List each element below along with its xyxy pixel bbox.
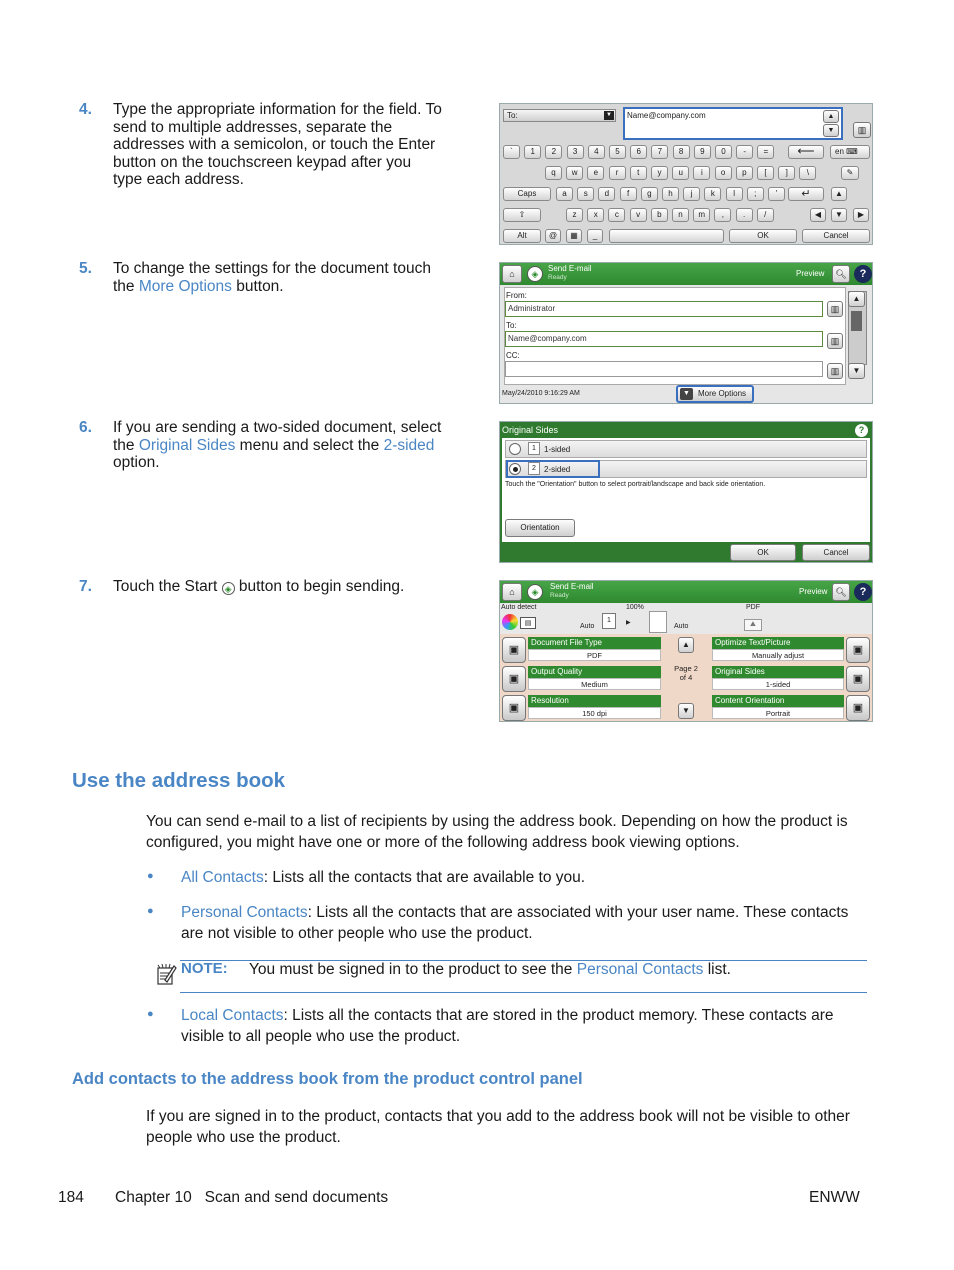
document-icon: ▤ <box>520 617 536 629</box>
key[interactable]: l <box>726 187 743 201</box>
key[interactable]: ' <box>768 187 785 201</box>
step-4-text: Type the appropriate information for the field. To send to multiple addresses, separate the addresses with a semicolon, or touch the Enter button on the touchscreen keypad after you type each address. <box>113 101 442 189</box>
original-sides-icon[interactable]: ▣ <box>846 666 870 692</box>
address-book-icon[interactable]: ▥ <box>853 122 871 138</box>
key[interactable]: 6 <box>630 145 647 159</box>
arrow-left-icon[interactable]: ◀ <box>810 208 826 222</box>
step-7-number: 7. <box>79 578 92 595</box>
subsection-heading: Add contacts to the address book from the product control panel <box>72 1070 583 1088</box>
option-heading[interactable]: Content Orientation <box>712 695 844 707</box>
at-key[interactable]: @ <box>545 229 561 243</box>
original-sides-screenshot <box>499 421 873 563</box>
scroll-down-icon[interactable]: ▼ <box>678 703 694 719</box>
radio-dot <box>513 467 518 472</box>
all-contacts-link[interactable]: All Contacts <box>181 869 264 886</box>
document-file-icon[interactable]: ▣ <box>502 637 526 663</box>
step-6-text <box>113 419 443 472</box>
step-6-text-b: menu and select the <box>235 436 384 454</box>
step-5-text <box>113 260 443 295</box>
key[interactable]: e <box>587 166 604 180</box>
key[interactable]: w <box>566 166 583 180</box>
key[interactable]: - <box>736 145 753 159</box>
address-book-icon[interactable]: ▥ <box>827 363 843 379</box>
orientation-icon[interactable]: ▣ <box>846 695 870 721</box>
key[interactable]: 1 <box>524 145 541 159</box>
ok-button[interactable]: OK <box>729 229 797 243</box>
key[interactable]: ` <box>503 145 520 159</box>
bullet-icon: ● <box>147 870 154 882</box>
page-icon <box>649 611 667 633</box>
key[interactable]: z <box>566 208 583 222</box>
arrow-up-icon[interactable]: ▲ <box>831 187 847 201</box>
preview-icon[interactable]: 🔍︎ <box>832 583 850 601</box>
key[interactable]: j <box>683 187 700 201</box>
underscore-key[interactable]: _ <box>587 229 603 243</box>
key[interactable]: 4 <box>588 145 605 159</box>
address-book-icon[interactable]: ▥ <box>827 333 843 349</box>
key[interactable]: h <box>662 187 679 201</box>
key[interactable]: 2 <box>545 145 562 159</box>
step-5-text-a: To change the settings for the document touch the <box>113 260 431 295</box>
original-sides-link[interactable]: Original Sides <box>138 436 236 454</box>
start-icon[interactable]: ◈ <box>527 266 543 282</box>
intro-paragraph: You can send e-mail to a list of recipients by using the address book. Depending on how the product is configured, you might have one or more of the following address book viewing options. <box>146 813 848 851</box>
scroll-down-icon[interactable]: ▼ <box>823 124 839 137</box>
option-2-label: 2-sided <box>544 465 571 474</box>
screen-title: Send E-mail <box>548 264 592 273</box>
help-icon[interactable]: ? <box>855 424 868 437</box>
note-bottom-rule <box>180 992 867 993</box>
local-contacts-text: : Lists all the contacts that are stored in the product memory. These contacts are visible to all people who use the product. <box>181 1007 834 1045</box>
note-label: NOTE: <box>181 960 228 977</box>
key[interactable]: b <box>651 208 668 222</box>
ok-button[interactable]: OK <box>730 544 796 561</box>
to-label: To: <box>506 321 517 330</box>
step-6-text-c: option. <box>113 454 160 472</box>
bullet-icon: ● <box>147 1008 154 1020</box>
scroll-down-icon[interactable]: ▼ <box>848 363 865 379</box>
key[interactable]: \ <box>799 166 816 180</box>
key[interactable]: k <box>704 187 721 201</box>
cancel-button[interactable]: Cancel <box>802 544 870 561</box>
option-value[interactable]: Medium <box>528 678 661 690</box>
option-value[interactable]: Manually adjust <box>712 649 844 661</box>
start-icon[interactable]: ◈ <box>527 584 543 600</box>
screen-status: Ready <box>550 592 569 599</box>
two-sided-icon: 2 <box>528 462 540 475</box>
arrow-right-icon[interactable]: ▶ <box>853 208 869 222</box>
note-personal-contacts-link[interactable]: Personal Contacts <box>576 961 704 978</box>
key[interactable]: s <box>577 187 594 201</box>
key[interactable]: / <box>757 208 774 222</box>
to-field[interactable]: Name@company.com <box>505 331 823 347</box>
optimize-icon[interactable]: ▣ <box>846 637 870 663</box>
zoom-label: 100% <box>626 604 644 611</box>
page-indicator: Page 2 <box>674 664 698 673</box>
key[interactable]: 0 <box>715 145 732 159</box>
option-heading[interactable]: Resolution <box>528 695 661 707</box>
local-contacts-link[interactable]: Local Contacts <box>181 1007 284 1024</box>
backspace-key[interactable]: ⟵ <box>788 145 824 159</box>
key[interactable]: m <box>693 208 710 222</box>
clear-icon[interactable]: ✎ <box>841 166 859 180</box>
radio-icon <box>509 443 521 455</box>
note-icon <box>157 963 177 985</box>
bullet-local-contacts <box>181 1005 871 1047</box>
key[interactable]: f <box>620 187 637 201</box>
key[interactable]: . <box>736 208 753 222</box>
step-5-text-b: button. <box>231 277 284 295</box>
to-dropdown-label: To: <box>507 111 518 120</box>
preview-label: Preview <box>799 587 828 596</box>
resolution-icon[interactable]: ▣ <box>502 695 526 721</box>
option-heading[interactable]: Output Quality <box>528 666 661 678</box>
keyboard-icon: ⌨ <box>846 147 858 156</box>
more-options-link[interactable]: More Options <box>138 277 232 295</box>
option-heading[interactable]: Optimize Text/Picture <box>712 637 844 649</box>
home-icon[interactable]: ⌂ <box>502 265 522 283</box>
enter-key[interactable]: ↵ <box>788 187 824 201</box>
color-icon <box>502 614 518 630</box>
shift-key[interactable]: ⇧ <box>503 208 541 222</box>
output-quality-icon[interactable]: ▣ <box>502 666 526 692</box>
cc-label: CC: <box>506 351 520 360</box>
grid-icon[interactable]: ▦ <box>566 229 582 243</box>
key[interactable]: i <box>693 166 710 180</box>
note-text-a: You must be signed in to the product to see the <box>249 961 577 978</box>
step-7-text-a: Touch the Start <box>113 578 222 595</box>
alt-key[interactable]: Alt <box>503 229 541 243</box>
color-mode-label: Auto detect <box>501 604 537 611</box>
start-icon: ◈ <box>222 582 235 595</box>
orientation-button[interactable]: Orientation <box>505 519 575 537</box>
key[interactable]: y <box>651 166 668 180</box>
option-value[interactable]: 1-sided <box>712 678 844 690</box>
bullet-icon: ● <box>147 905 154 917</box>
option-heading[interactable]: Original Sides <box>712 666 844 678</box>
key[interactable]: 7 <box>651 145 668 159</box>
address-input[interactable]: Name@company.com <box>623 107 843 140</box>
step-6-number: 6. <box>79 419 92 436</box>
key[interactable]: 3 <box>567 145 584 159</box>
option-value[interactable]: 150 dpi <box>528 707 661 719</box>
option-2-sided[interactable] <box>505 460 867 478</box>
key[interactable]: 5 <box>609 145 626 159</box>
file-type-label: PDF <box>746 604 760 611</box>
from-field[interactable]: Administrator <box>505 301 823 317</box>
screen-title: Send E-mail <box>550 582 594 591</box>
option-value[interactable]: Portrait <box>712 707 844 719</box>
step-7-text <box>113 578 443 596</box>
option-heading[interactable]: Document File Type <box>528 637 661 649</box>
sides-auto-label: Auto <box>580 623 595 630</box>
key[interactable]: d <box>598 187 615 201</box>
timestamp: May/24/2010 9:16:29 AM <box>502 390 580 397</box>
chevron-down-icon: ▼ <box>604 111 614 120</box>
page-total: of 4 <box>679 673 693 682</box>
step-7-text-b: button to begin sending. <box>234 578 405 595</box>
key[interactable]: u <box>672 166 689 180</box>
note-text <box>249 959 869 980</box>
scroll-up-icon[interactable]: ▲ <box>848 291 865 307</box>
key[interactable]: , <box>714 208 731 222</box>
key[interactable]: a <box>556 187 573 201</box>
options-screenshot <box>499 580 873 722</box>
dialog-title: Original Sides <box>502 425 559 435</box>
section-heading: Use the address book <box>72 769 286 792</box>
note-text-b: list. <box>703 961 731 978</box>
key[interactable]: = <box>757 145 774 159</box>
hint-text: Touch the "Orientation" button to select portrait/landscape and back side orientation. <box>505 481 766 488</box>
key[interactable]: ] <box>778 166 795 180</box>
personal-contacts-link[interactable]: Personal Contacts <box>181 904 308 921</box>
key[interactable]: c <box>608 208 625 222</box>
arrow-down-icon[interactable]: ▼ <box>831 208 847 222</box>
help-icon[interactable]: ? <box>854 265 872 283</box>
option-1-label: 1-sided <box>544 445 571 454</box>
email-screenshot <box>499 262 873 404</box>
subsection-paragraph: If you are signed in to the product, contacts that you add to the address book will not be visible to other people who use the product. <box>146 1108 850 1146</box>
radio-icon <box>509 463 521 475</box>
key[interactable]: [ <box>757 166 774 180</box>
preview-label: Preview <box>796 269 825 278</box>
two-sided-link[interactable]: 2-sided <box>383 436 435 454</box>
key[interactable]: 9 <box>694 145 711 159</box>
keyboard-screenshot <box>499 103 873 245</box>
chapter-title: Chapter 10 Scan and send documents <box>115 1189 389 1206</box>
key[interactable]: q <box>545 166 562 180</box>
image-icon: ⛰ <box>744 619 762 631</box>
more-options-label: More Options <box>698 389 747 398</box>
key[interactable]: r <box>609 166 626 180</box>
home-icon[interactable]: ⌂ <box>502 583 522 601</box>
page-number: 184 <box>58 1189 84 1206</box>
cc-field[interactable] <box>505 361 823 377</box>
screen-status: Ready <box>548 274 567 281</box>
from-label: From: <box>506 291 527 300</box>
option-1-sided[interactable] <box>505 440 867 458</box>
key[interactable]: v <box>630 208 647 222</box>
to-dropdown[interactable] <box>503 109 616 122</box>
footer-right: ENWW <box>809 1189 860 1206</box>
key[interactable]: p <box>736 166 753 180</box>
key[interactable]: n <box>672 208 689 222</box>
bullet-personal-contacts <box>181 902 871 944</box>
scroll-up-icon[interactable]: ▲ <box>823 110 839 123</box>
help-icon[interactable]: ? <box>854 583 872 601</box>
key[interactable]: g <box>641 187 658 201</box>
arrow-right-icon: ▶ <box>626 620 631 626</box>
one-sided-icon: 1 <box>528 442 540 455</box>
address-book-icon[interactable]: ▥ <box>827 301 843 317</box>
key[interactable]: t <box>630 166 647 180</box>
language-label: en <box>835 147 844 156</box>
scroll-up-icon[interactable]: ▲ <box>678 637 694 653</box>
step-5-number: 5. <box>79 260 92 277</box>
preview-icon[interactable]: 🔍︎ <box>832 265 850 283</box>
cancel-button[interactable]: Cancel <box>802 229 870 243</box>
key[interactable]: 8 <box>673 145 690 159</box>
step-4-number: 4. <box>79 101 92 118</box>
copies-icon: 1 <box>602 613 616 629</box>
caps-key[interactable]: Caps <box>503 187 551 201</box>
option-value[interactable]: PDF <box>528 649 661 661</box>
bullet-all-contacts <box>181 867 871 888</box>
all-contacts-text: : Lists all the contacts that are available to you. <box>263 869 586 886</box>
scrollbar-thumb[interactable] <box>851 311 862 331</box>
zoom-auto-label: Auto <box>674 623 689 630</box>
key[interactable]: x <box>587 208 604 222</box>
chevron-down-icon: ▼ <box>680 388 693 400</box>
key[interactable]: o <box>715 166 732 180</box>
personal-contacts-text: : Lists all the contacts that are associated with your user name. These contacts are not visible to other people who use the product. <box>181 904 849 942</box>
key[interactable]: ; <box>747 187 764 201</box>
step-6-text-a: If you are sending a two-sided document, select the <box>113 419 442 454</box>
language-key[interactable] <box>830 145 870 159</box>
space-key[interactable] <box>609 229 724 243</box>
more-options-button[interactable] <box>676 385 754 403</box>
